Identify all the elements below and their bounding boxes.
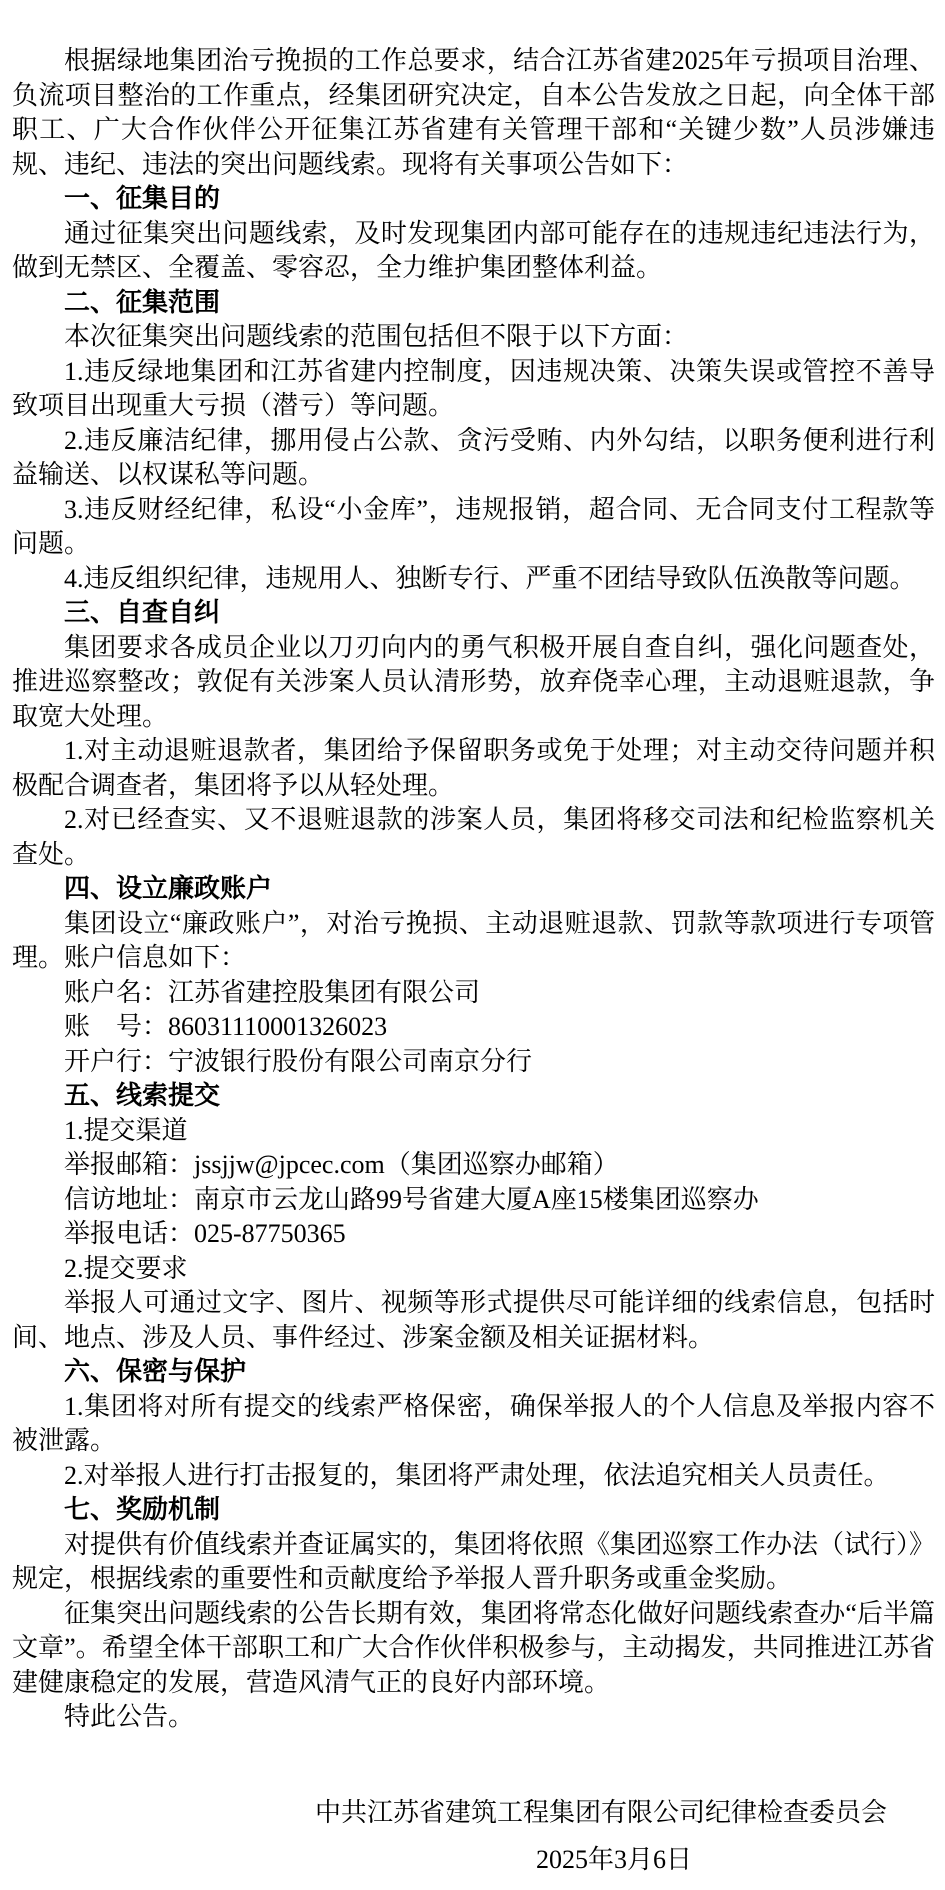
paragraph: 通过征集突出问题线索，及时发现集团内部可能存在的违规违纪违法行为，做到无禁区、全覆盖、零容忍，全力维护集团整体利益。 xyxy=(12,218,935,282)
bank-name-line: 开户行：宁波银行股份有限公司南京分行 xyxy=(64,1046,533,1076)
section-heading-7: 七、奖励机制 xyxy=(64,1495,221,1524)
list-item-scope-4: 4.违反组织纪律，违规用人、独断专行、严重不团结导致队伍涣散等问题。 xyxy=(64,563,916,593)
list-item-protection-1: 1.集团将对所有提交的线索严格保密，确保举报人的个人信息及举报内容不被泄露。 xyxy=(12,1391,935,1455)
closing-line: 特此公告。 xyxy=(64,1702,195,1731)
section-heading-6: 六、保密与保护 xyxy=(64,1357,247,1386)
section-heading-2: 二、征集范围 xyxy=(64,287,221,317)
report-address-line: 信访地址：南京市云龙山路99号省建大厦A座15楼集团巡察办 xyxy=(64,1184,759,1214)
intro-paragraph: 根据绿地集团治亏挽损的工作总要求，结合江苏省建2025年亏损项目治理、负流项目整治的工作重点，经集团研究决定，自本公告发放之日起，向全体干部职工、广大合作伙伴公开征集江苏省建有关管理干部和“关键少数”人员涉嫌违规、违纪、违法的突出问题线索。现将有关事项公告如下： xyxy=(12,46,935,179)
section-heading-4: 四、设立廉政账户 xyxy=(64,874,273,903)
paragraph: 征集突出问题线索的公告长期有效，集团将常态化做好问题线索查办“后半篇文章”。希望全体干部职工和广大合作伙伴积极参与，主动揭发，共同推进江苏省建健康稳定的发展，营造风清气正的良好内部环境。 xyxy=(12,1598,935,1697)
section-heading-3: 三、自查自纠 xyxy=(64,598,221,627)
report-phone-line: 举报电话：025-87750365 xyxy=(64,1219,346,1248)
paragraph: 举报人可通过文字、图片、视频等形式提供尽可能详细的线索信息，包括时间、地点、涉及人员、事件经过、涉案金额及相关证据材料。 xyxy=(12,1288,935,1352)
section-heading-5: 五、线索提交 xyxy=(64,1081,221,1110)
list-item-selfcheck-1: 1.对主动退赃退款者，集团给予保留职务或免于处理；对主动交待问题并积极配合调查者，集团将予以从轻处理。 xyxy=(12,736,935,800)
paragraph: 对提供有价值线索并查证属实的，集团将依照《集团巡察工作办法（试行）》规定，根据线索的重要性和贡献度给予举报人晋升职务或重金奖励。 xyxy=(12,1529,936,1593)
section-heading-1: 一、征集目的 xyxy=(64,184,221,213)
list-item-selfcheck-2: 2.对已经查实、又不退赃退款的涉案人员，集团将移交司法和纪检监察机关查处。 xyxy=(12,805,935,869)
list-item-scope-3: 3.违反财经纪律，私设“小金库”，违规报销，超合同、无合同支付工程款等问题。 xyxy=(12,494,935,558)
paragraph: 集团设立“廉政账户”，对治亏挽损、主动退赃退款、罚款等款项进行专项管理。账户信息如下： xyxy=(12,908,935,972)
paragraph: 集团要求各成员企业以刀刃向内的勇气积极开展自查自纠，强化问题查处，推进巡察整改；敦促有关涉案人员认清形势，放弃侥幸心理，主动退赃退款，争取宽大处理。 xyxy=(12,632,935,731)
list-item-protection-2: 2.对举报人进行打击报复的，集团将严肃处理，依法追究相关人员责任。 xyxy=(64,1460,890,1490)
paragraph: 本次征集突出问题线索的范围包括但不限于以下方面： xyxy=(64,322,689,351)
report-email-line: 举报邮箱：jssjjw@jpcec.com（集团巡察办邮箱） xyxy=(64,1150,619,1179)
subheading-requirements: 2.提交要求 xyxy=(64,1253,188,1283)
list-item-scope-2: 2.违反廉洁纪律，挪用侵占公款、贪污受贿、内外勾结，以职务便利进行利益输送、以权谋私等问题。 xyxy=(12,425,935,489)
subheading-channels: 1.提交渠道 xyxy=(64,1115,188,1145)
signature-line: 中共江苏省建筑工程集团有限公司纪律检查委员会 xyxy=(314,1797,887,1827)
account-name-line: 账户名：江苏省建控股集团有限公司 xyxy=(64,977,481,1007)
date-line: 2025年3月6日 xyxy=(535,1845,692,1874)
list-item-scope-1: 1.违反绿地集团和江苏省建内控制度，因违规决策、决策失误或管控不善导致项目出现重大亏损（潜亏）等问题。 xyxy=(12,356,935,420)
announcement-body xyxy=(12,44,935,1735)
account-number-line: 账 号：86031110001326023 xyxy=(64,1012,388,1041)
